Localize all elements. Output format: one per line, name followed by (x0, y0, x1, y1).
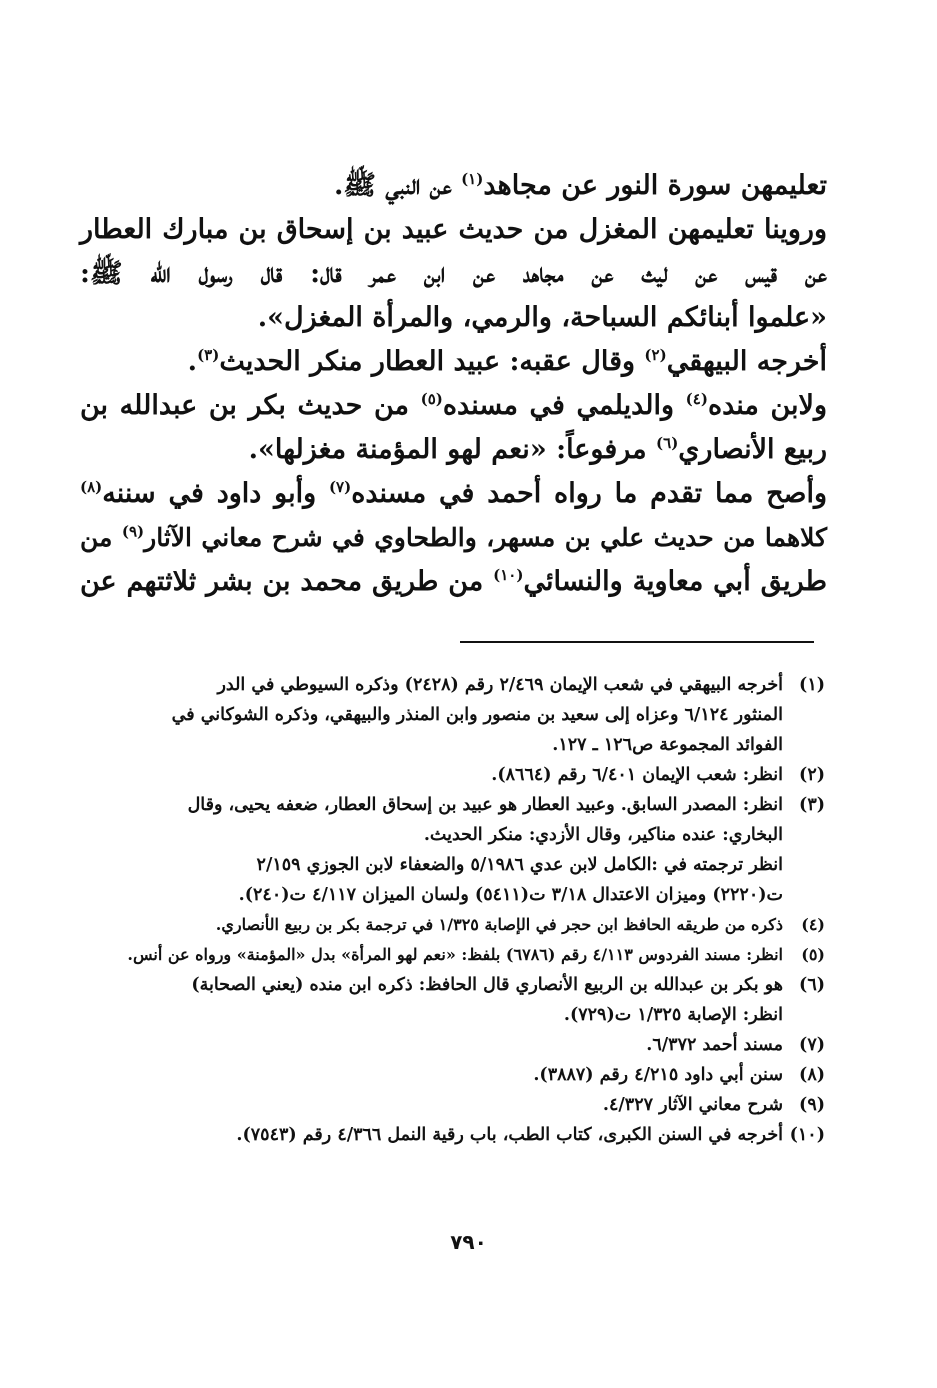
footnote (80, 910, 825, 940)
main-text (80, 164, 827, 604)
footnote-ref[interactable]: (١٠) (493, 566, 524, 584)
body-line (80, 516, 827, 560)
body-line (80, 340, 827, 384)
footnote-line: انظر: الإصابة ١/٣٢٥ ت(٧٢٩). (563, 1005, 783, 1025)
footnote-text (80, 970, 783, 1030)
footnote-text (80, 910, 783, 940)
text-segment: وأبو داود في سننه (102, 478, 329, 509)
footnote (80, 760, 825, 790)
body-line (80, 296, 827, 340)
footnote (80, 670, 825, 760)
footnote-line: شرح معاني الآثار ٤/٣٢٧. (602, 1095, 783, 1115)
text-segment: أخرجه البيهقي (666, 346, 827, 377)
footnote-text (80, 790, 783, 910)
footnote-line: المنثور ٦/١٢٤ وعزاه إلى سعيد بن منصور وابن المنذر والبيهقي، وذكره الشوكاني في (171, 705, 783, 725)
text-segment: طريق أبي معاوية والنسائي (523, 566, 827, 597)
footnote-line: انظر: المصدر السابق. وعبيد العطار هو عبيد بن إسحاق العطار، ضعفه يحيى، وقال (187, 795, 783, 815)
footnote-number: (٧) (799, 1035, 825, 1055)
footnote (80, 1120, 825, 1150)
footnote (80, 970, 825, 1030)
footnote (80, 1030, 825, 1060)
footnote-text (80, 1090, 783, 1120)
footnote-text (80, 1060, 783, 1090)
footnote-ref[interactable]: (١) (461, 170, 484, 188)
footnote-line: مسند أحمد ٦/٣٧٢. (646, 1035, 783, 1055)
footnote-line: سنن أبي داود ٤/٢١٥ رقم (٣٨٨٧). (533, 1065, 783, 1085)
footnote-ref[interactable]: (٢) (644, 346, 667, 364)
text-segment: عن قيس عن ليث عن مجاهد عن ابن عمر قال: قال رسول الله ﷺ: (80, 258, 827, 289)
text-segment: مرفوعاً: «نعم لهو المؤمنة مغزلها». (248, 434, 657, 465)
footnote-number: (٣) (799, 795, 825, 815)
body-line (80, 164, 827, 208)
footnote-ref[interactable]: (٣) (197, 346, 220, 364)
text-segment: والديلمي في مسنده (442, 390, 686, 421)
text-segment: وقال عقبه: عبيد العطار منكر الحديث (219, 346, 645, 377)
footnote (80, 1090, 825, 1120)
footnote-text (80, 1030, 783, 1060)
text-segment: . (187, 346, 198, 377)
footnote-number: (٨) (799, 1065, 825, 1085)
text-segment: من حديث بكر بن عبدالله بن (80, 390, 421, 421)
body-line (80, 472, 827, 516)
page-number: ٧٩٠ (450, 1230, 487, 1254)
footnotes (80, 670, 825, 1150)
text-segment: من (80, 523, 122, 552)
footnote-ref[interactable]: (٩) (121, 522, 145, 541)
body-line (80, 560, 827, 604)
body-line (80, 428, 827, 472)
footnote-separator (460, 641, 814, 643)
footnote-number: (٩) (799, 1095, 825, 1115)
footnote-line: هو بكر بن عبدالله بن الربيع الأنصاري قال الحافظ: ذكره ابن منده (يعني الصحابة) (191, 975, 783, 995)
footnote-line: البخاري: عنده مناكير، وقال الأزدي: منكر الحديث. (423, 825, 783, 845)
footnote-line: انظر ترجمته في :الكامل لابن عدي ٥/١٩٨٦ والضعفاء لابن الجوزي ٢/١٥٩ (256, 855, 783, 875)
footnote-text (80, 760, 783, 790)
footnote-line: ذكره من طريقه الحافظ ابن حجر في الإصابة ١/٣٢٥ في ترجمة بكر بن ربيع الأنصاري. (215, 915, 783, 934)
body-line (80, 252, 827, 296)
footnote-line: انظر: شعب الإيمان ٦/٤٠١ رقم (٨٦٦٤). (491, 765, 783, 785)
footnote-number: (٤) (801, 915, 825, 934)
footnote-ref[interactable]: (٦) (656, 434, 679, 452)
footnote-line: أخرجه في السنن الكبرى، كتاب الطب، باب رقية النمل ٤/٣٦٦ رقم (٧٥٤٣). (236, 1125, 783, 1145)
footnote-number: (٥) (801, 945, 825, 964)
text-segment: كلاهما من حديث علي بن مسهر، والطحاوي في شرح معاني الآثار (144, 523, 827, 552)
footnote (80, 940, 825, 970)
footnote-line: الفوائد المجموعة ص١٢٦ ـ ١٢٧. (552, 735, 783, 755)
text-segment: ربيع الأنصاري (678, 434, 827, 465)
footnote-text (80, 940, 783, 970)
footnote-line: انظر: مسند الفردوس ٤/١١٣ رقم (٦٧٨٦) بلفظ: «نعم لهو المرأة» بدل «المؤمنة» ورواه عن أنس. (127, 945, 783, 964)
body-line (80, 208, 827, 252)
text-segment: وأصح مما تقدم ما رواه أحمد في مسنده (351, 478, 827, 509)
body-line (80, 384, 827, 428)
text-segment: «علموا أبنائكم السباحة، والرمي، والمرأة المغزل». (257, 302, 827, 333)
footnote-ref[interactable]: (٥) (420, 390, 443, 408)
footnote-number: (١) (799, 675, 825, 695)
footnote-line: أخرجه البيهقي في شعب الإيمان ٢/٤٦٩ رقم (٢٤٢٨) وذكره السيوطي في الدر (217, 675, 783, 695)
footnote-number: (٢) (799, 765, 825, 785)
text-segment: تعليمهن سورة النور عن مجاهد (483, 170, 827, 201)
text-segment: ولابن منده (707, 390, 827, 421)
footnote-number: (١٠) (789, 1125, 825, 1145)
footnote-text (80, 1120, 783, 1150)
text-segment: وروينا تعليمهن المغزل من حديث عبيد بن إسحاق بن مبارك العطار (80, 214, 827, 245)
footnote-line: ت(٢٢٢٠) وميزان الاعتدال ٣/١٨ ت(٥٤١١) ولسان الميزان ٤/١١٧ ت(٢٤٠). (238, 885, 783, 905)
footnote-ref[interactable]: (٧) (328, 478, 352, 496)
footnote (80, 790, 825, 910)
footnote-ref[interactable]: (٨) (80, 478, 103, 496)
footnote-ref[interactable]: (٤) (685, 390, 708, 408)
text-segment: عن النبي ﷺ. (334, 170, 462, 201)
text-segment: من طريق محمد بن بشر ثلاثتهم عن (80, 566, 494, 597)
footnote-text (80, 670, 783, 760)
footnote (80, 1060, 825, 1090)
footnote-number: (٦) (799, 975, 825, 995)
